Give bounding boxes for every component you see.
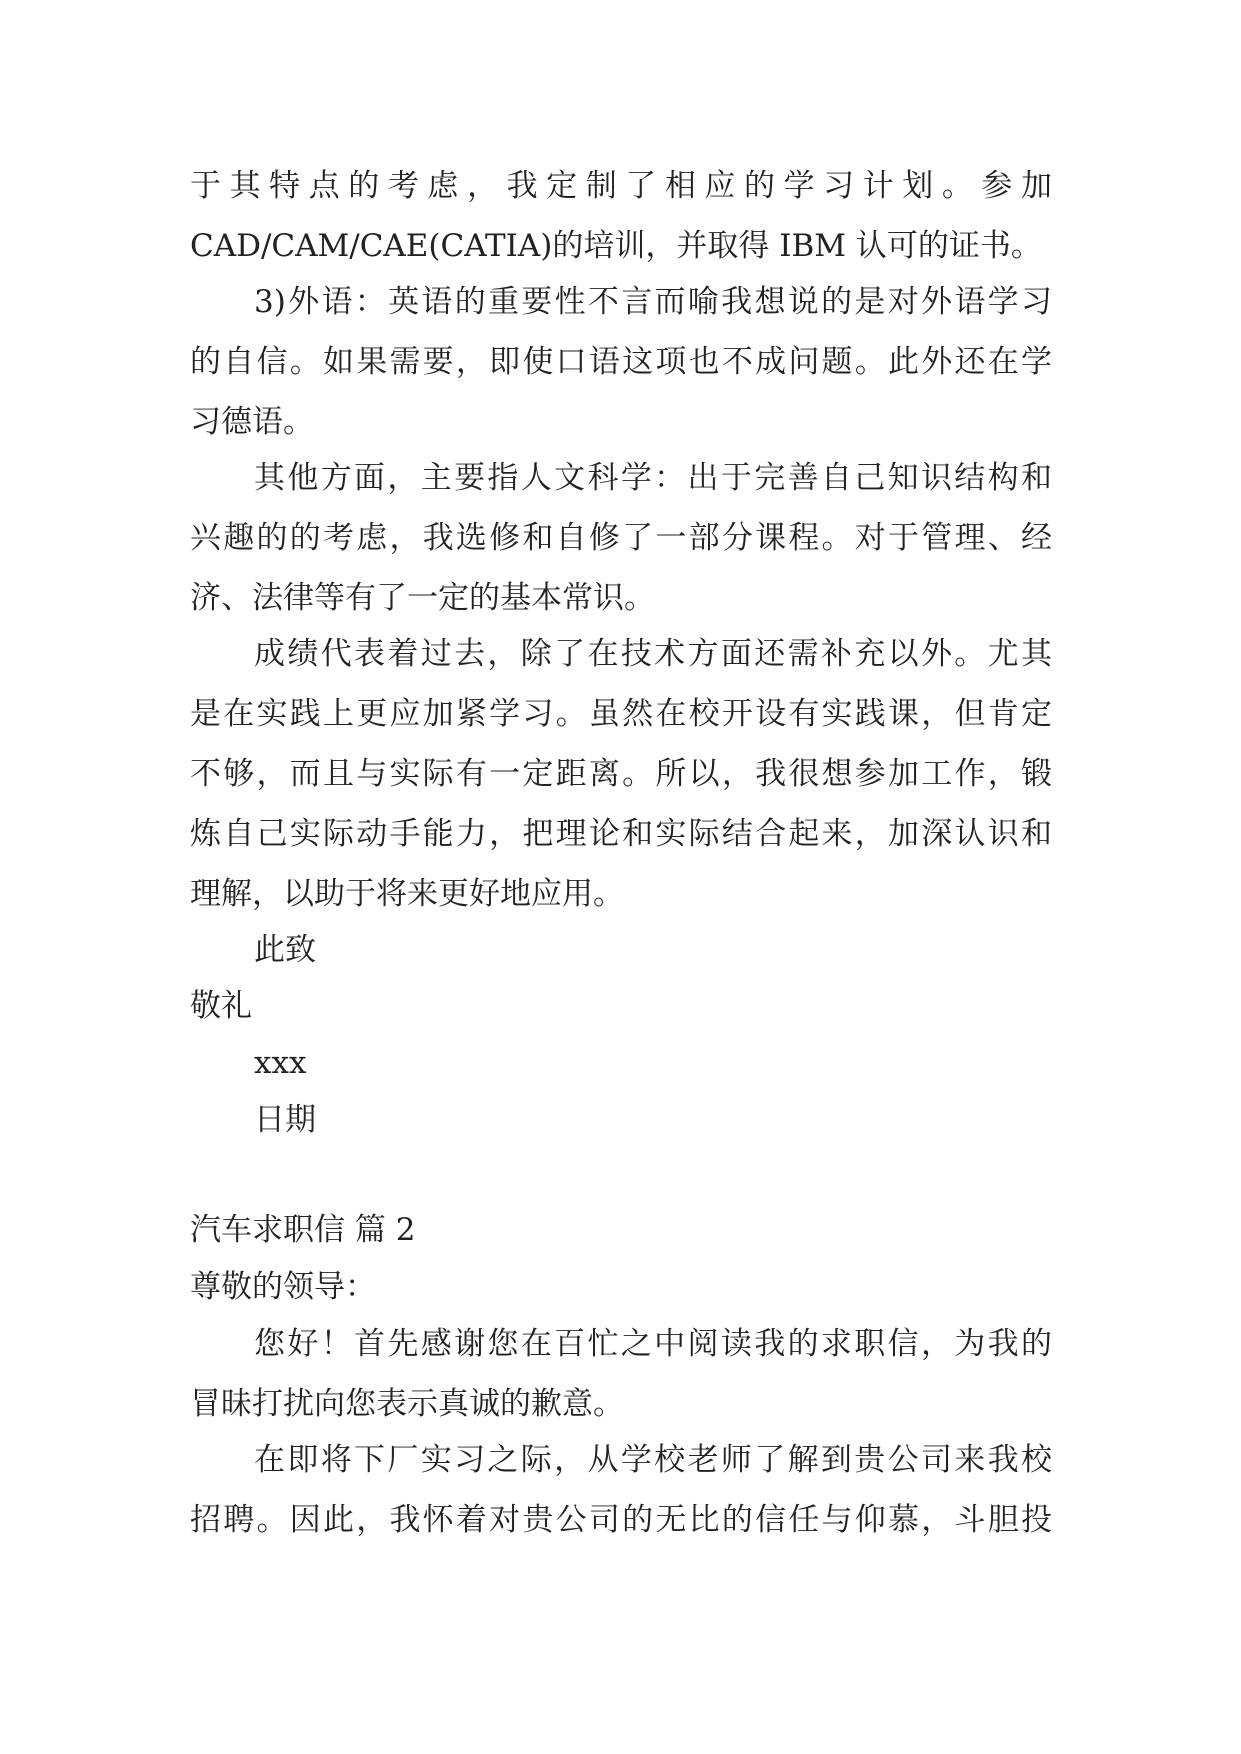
paragraph-line: 招聘。因此，我怀着对贵公司的无比的信任与仰慕，斗胆投 [190,1502,1052,1538]
paragraph-line: 您好！首先感谢您在百忙之中阅读我的求职信，为我的 [254,1326,1052,1362]
section-title: 汽车求职信 篇 2 [190,1212,416,1248]
paragraph-line: 成绩代表着过去，除了在技术方面还需补充以外。尤其 [254,636,1052,672]
signature-text: xxx [254,1045,307,1081]
paragraph-line: 炼自己实际动手能力，把理论和实际结合起来，加深认识和 [190,816,1052,852]
paragraph-line: 的自信。如果需要，即使口语这项也不成问题。此外还在学 [190,344,1052,380]
paragraph-line: 理解，以助于将来更好地应用。 [190,876,624,912]
paragraph-line: 兴趣的的考虑，我选修和自修了一部分课程。对于管理、经 [190,520,1052,556]
paragraph-line: 济、法律等有了一定的基本常识。 [190,580,655,616]
date-text: 日期 [254,1102,316,1138]
paragraph-line: CAD/CAM/CAE(CATIA)的培训，并取得 IBM 认可的证书。 [190,228,1042,264]
closing-text: 此致 [254,932,316,968]
paragraph-line: 习德语。 [190,404,314,440]
paragraph-line: 3)外语：英语的重要性不言而喻我想说的是对外语学习 [254,284,1052,320]
paragraph-line: 是在实践上更应加紧学习。虽然在校开设有实践课，但肯定 [190,696,1052,732]
paragraph-line: 于其特点的考虑，我定制了相应的学习计划。参加 [190,168,1052,204]
paragraph-line: 在即将下厂实习之际，从学校老师了解到贵公司来我校 [254,1442,1052,1478]
paragraph-line: 其他方面，主要指人文科学：出于完善自己知识结构和 [254,460,1052,496]
paragraph-line: 不够，而且与实际有一定距离。所以，我很想参加工作，锻 [190,756,1052,792]
paragraph-line: 冒昧打扰向您表示真诚的歉意。 [190,1386,624,1422]
greeting-text: 尊敬的领导： [190,1269,376,1305]
salutation-text: 敬礼 [190,988,252,1024]
